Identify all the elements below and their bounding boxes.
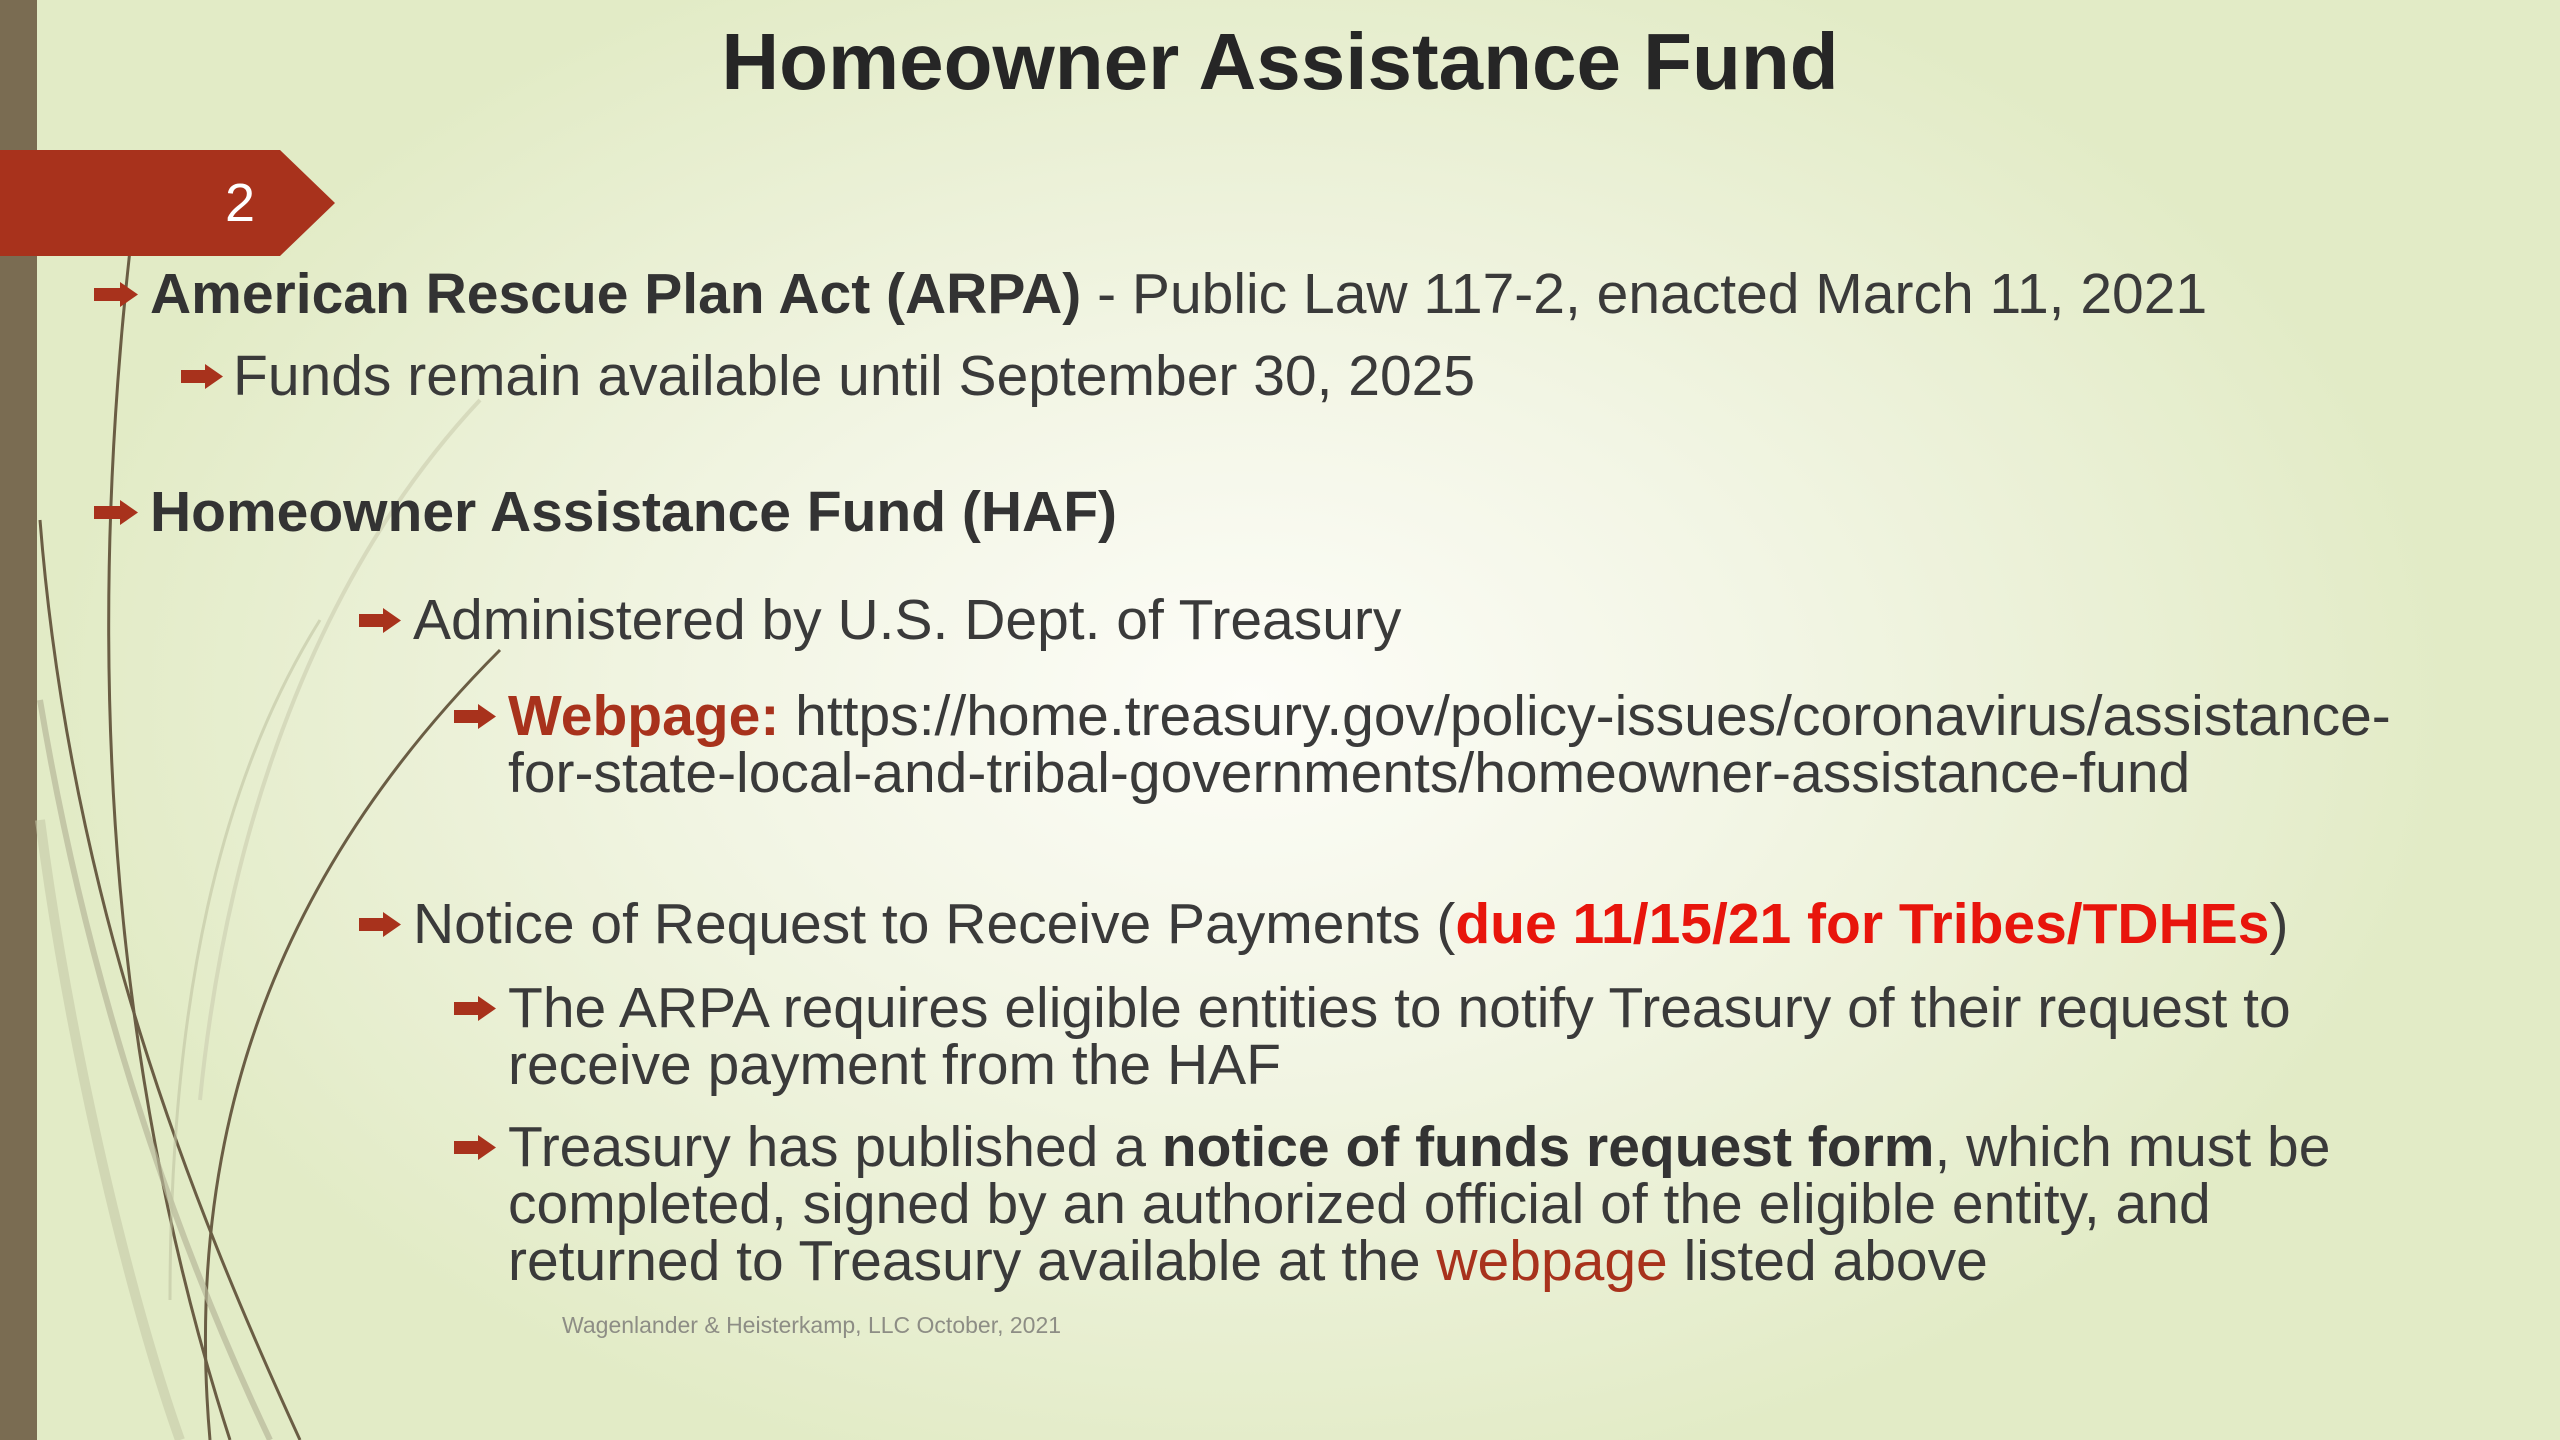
arrow-bullet-icon	[94, 484, 140, 541]
notice-prefix: Notice of Request to Receive Payments (	[413, 892, 1456, 956]
page-number: 2	[224, 173, 256, 233]
arrow-bullet-icon	[452, 1119, 498, 1176]
arrow-bullet-icon	[452, 980, 498, 1037]
treasury-published-line-3-suffix: listed above	[1667, 1229, 1988, 1293]
arrow-bullet-icon	[179, 348, 225, 405]
bullet-webpage	[508, 684, 2391, 805]
notice-due-date: due 11/15/21 for Tribes/TDHEs	[1455, 892, 2270, 956]
webpage-label: Webpage:	[508, 684, 780, 748]
bullet-treasury-published	[508, 1115, 2331, 1293]
notice-of-funds-request-form: notice of funds request form	[1161, 1115, 1935, 1179]
bullet-funds-available	[233, 344, 1476, 408]
treasury-published-part-1: Treasury has published a	[508, 1115, 1162, 1179]
funds-available-text: Funds remain available until September 30, 2025	[233, 344, 1476, 408]
page-number-tab	[0, 150, 340, 256]
arpa-detail: - Public Law 117-2, enacted March 11, 2021	[1081, 262, 2208, 326]
arpa-title: American Rescue Plan Act (ARPA)	[150, 262, 1082, 326]
treasury-published-line-2: completed, signed by an authorized official of the eligible entity, and	[508, 1172, 2211, 1236]
treasury-published-part-2: , which must be	[1934, 1115, 2331, 1179]
haf-title: Homeowner Assistance Fund (HAF)	[150, 480, 1117, 544]
arrow-bullet-icon	[94, 266, 140, 323]
webpage-link[interactable]: webpage	[1436, 1229, 1668, 1293]
webpage-url-line-2[interactable]: for-state-local-and-tribal-governments/homeowner-assistance-fund	[508, 741, 2191, 805]
bullet-arpa	[150, 262, 2208, 326]
arrow-bullet-icon	[357, 896, 403, 953]
slide-footer: Wagenlander & Heisterkamp, LLC October, 2021	[562, 1312, 1062, 1338]
notice-suffix: )	[2269, 892, 2289, 956]
arrow-bullet-icon	[452, 688, 498, 745]
administered-text: Administered by U.S. Dept. of Treasury	[413, 588, 1402, 652]
bullet-administered	[413, 588, 1402, 652]
bullet-notice	[413, 892, 2289, 956]
slide-title: Homeowner Assistance Fund	[721, 17, 1839, 106]
bullet-haf	[150, 480, 1117, 544]
treasury-published-line-3-prefix: returned to Treasury available at the	[508, 1229, 1437, 1293]
arpa-requires-line-1: The ARPA requires eligible entities to notify Treasury of their request to	[508, 976, 2291, 1040]
arpa-requires-line-2: receive payment from the HAF	[508, 1033, 1281, 1097]
arrow-bullet-icon	[357, 592, 403, 649]
bullet-arpa-requires	[508, 976, 2291, 1097]
webpage-url-line-1[interactable]: https://home.treasury.gov/policy-issues/coronavirus/assistance-	[779, 684, 2391, 748]
